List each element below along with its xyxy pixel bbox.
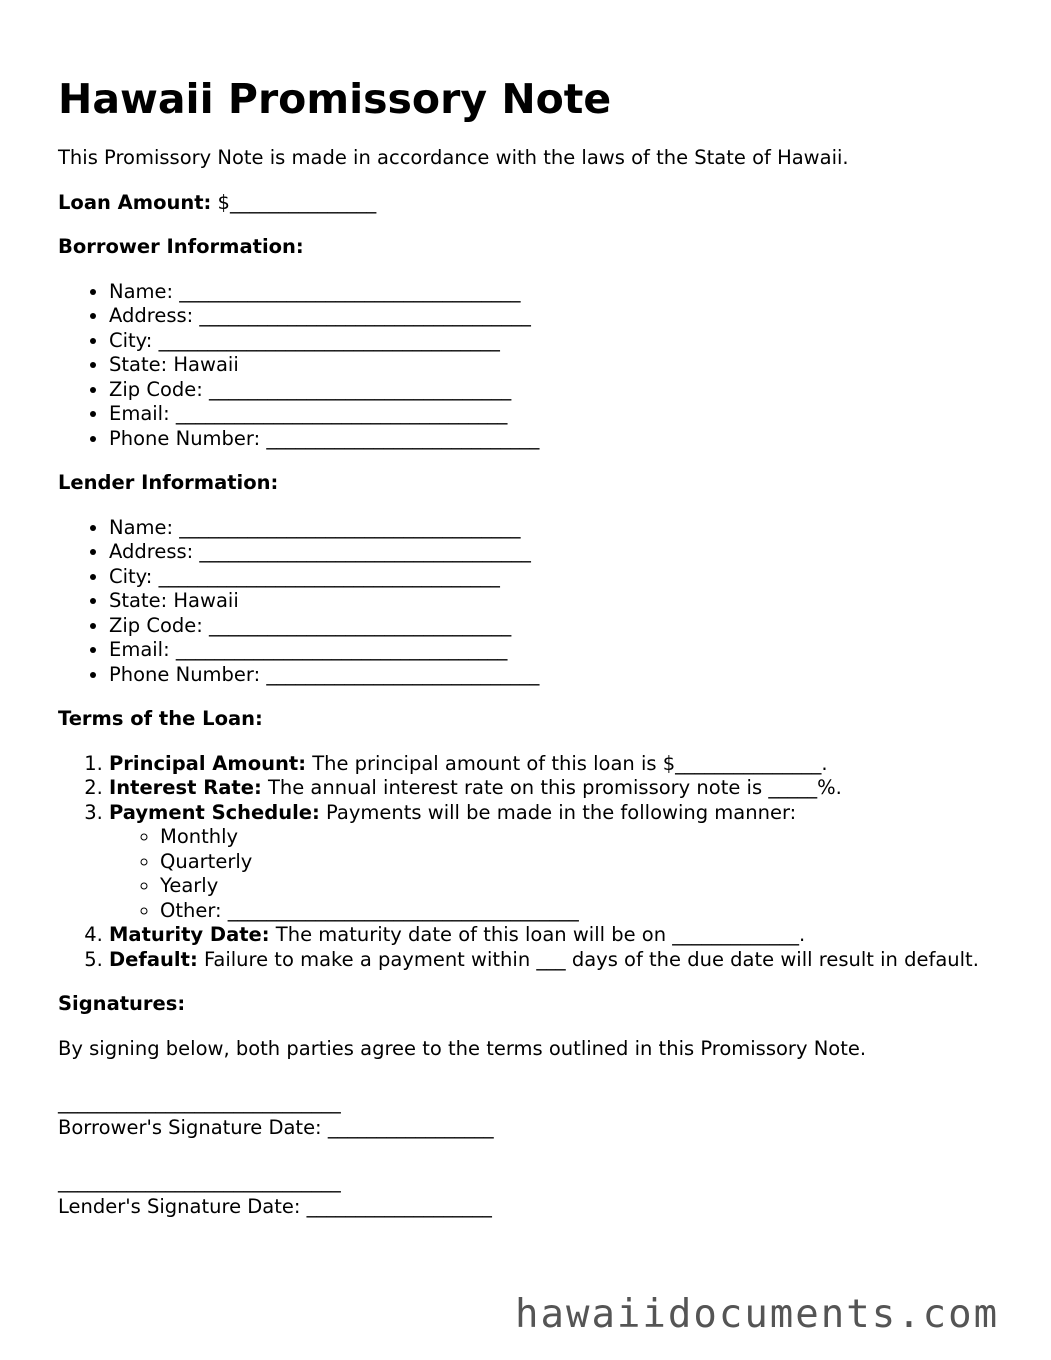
- term-schedule-label: Payment Schedule:: [109, 800, 320, 824]
- schedule-options: [109, 825, 998, 923]
- term-interest: [109, 776, 998, 801]
- term-maturity: [109, 923, 998, 948]
- lender-city-field: • City: ___________________________________: [109, 565, 998, 590]
- term-interest-text: The annual interest rate on this promissory note is _____%.: [261, 776, 842, 799]
- terms-heading-text: Terms of the Loan:: [58, 707, 263, 730]
- loan-amount-label: Loan Amount:: [58, 190, 212, 214]
- lender-address-field: • Address: __________________________________: [109, 540, 998, 565]
- schedule-option-quarterly: ◦ Quarterly: [160, 850, 998, 875]
- borrower-city-field: • City: ___________________________________: [109, 329, 998, 354]
- borrower-zip-field: • Zip Code: _______________________________: [109, 378, 998, 403]
- term-maturity-text: The maturity date of this loan will be on _____________.: [269, 923, 806, 946]
- lender-zip-field: • Zip Code: _______________________________: [109, 614, 998, 639]
- lender-heading-text: Lender Information:: [58, 471, 279, 494]
- term-principal-label: Principal Amount:: [109, 751, 306, 775]
- signatures-heading: [58, 992, 998, 1017]
- loan-amount: [58, 191, 998, 216]
- intro-text: This Promissory Note is made in accordance with the laws of the State of Hawaii.: [58, 146, 849, 169]
- lender-fields: [58, 516, 998, 688]
- terms-list: [58, 752, 998, 973]
- term-default-label: Default:: [109, 947, 198, 971]
- lender-email-field: • Email: __________________________________: [109, 638, 998, 663]
- loan-amount-value: $_______________: [211, 190, 377, 214]
- borrower-name-field: • Name: ___________________________________: [109, 280, 998, 305]
- signatures-statement: By signing below, both parties agree to the terms outlined in this Promissory Note.: [58, 1036, 867, 1060]
- lender-phone-field: • Phone Number: ____________________________: [109, 663, 998, 688]
- term-interest-label: Interest Rate:: [109, 776, 262, 799]
- lender-heading: [58, 471, 998, 496]
- term-principal: [109, 752, 998, 777]
- document-page: [58, 72, 998, 1239]
- term-default-text: Failure to make a payment within ___ days of the due date will result in default.: [197, 947, 979, 971]
- schedule-option-other: ◦ Other: ____________________________________: [160, 899, 998, 924]
- borrower-email-field: • Email: __________________________________: [109, 402, 998, 427]
- borrower-heading-text: Borrower Information:: [58, 235, 304, 258]
- borrower-state-field: • State: Hawaii: [109, 353, 998, 378]
- borrower-phone-field: • Phone Number: ____________________________: [109, 427, 998, 452]
- term-schedule-text: Payments will be made in the following manner:: [319, 800, 797, 824]
- borrower-address-field: • Address: __________________________________: [109, 304, 998, 329]
- borrower-signature-block: [58, 1091, 998, 1140]
- page-title: Hawaii Promissory Note: [58, 75, 612, 123]
- lender-signature-line: _____________________________: [58, 1170, 341, 1193]
- watermark: hawaiidocuments.com: [515, 1292, 1000, 1337]
- term-schedule: [109, 801, 998, 924]
- borrower-heading: [58, 235, 998, 260]
- lender-name-field: • Name: ___________________________________: [109, 516, 998, 541]
- lender-signature-label: Lender's Signature Date: ___________________: [58, 1194, 492, 1218]
- schedule-option-monthly: ◦ Monthly: [160, 825, 998, 850]
- terms-heading: [58, 707, 998, 732]
- lender-signature-block: [58, 1170, 998, 1219]
- borrower-fields: [58, 280, 998, 452]
- term-principal-text: The principal amount of this loan is $_______________.: [306, 751, 828, 775]
- schedule-option-yearly: ◦ Yearly: [160, 874, 998, 899]
- term-default: [109, 948, 998, 973]
- borrower-signature-label: Borrower's Signature Date: _________________: [58, 1115, 494, 1139]
- signatures-heading-text: Signatures:: [58, 992, 186, 1015]
- lender-state-field: • State: Hawaii: [109, 589, 998, 614]
- borrower-signature-line: _____________________________: [58, 1091, 341, 1114]
- term-maturity-label: Maturity Date:: [109, 923, 270, 946]
